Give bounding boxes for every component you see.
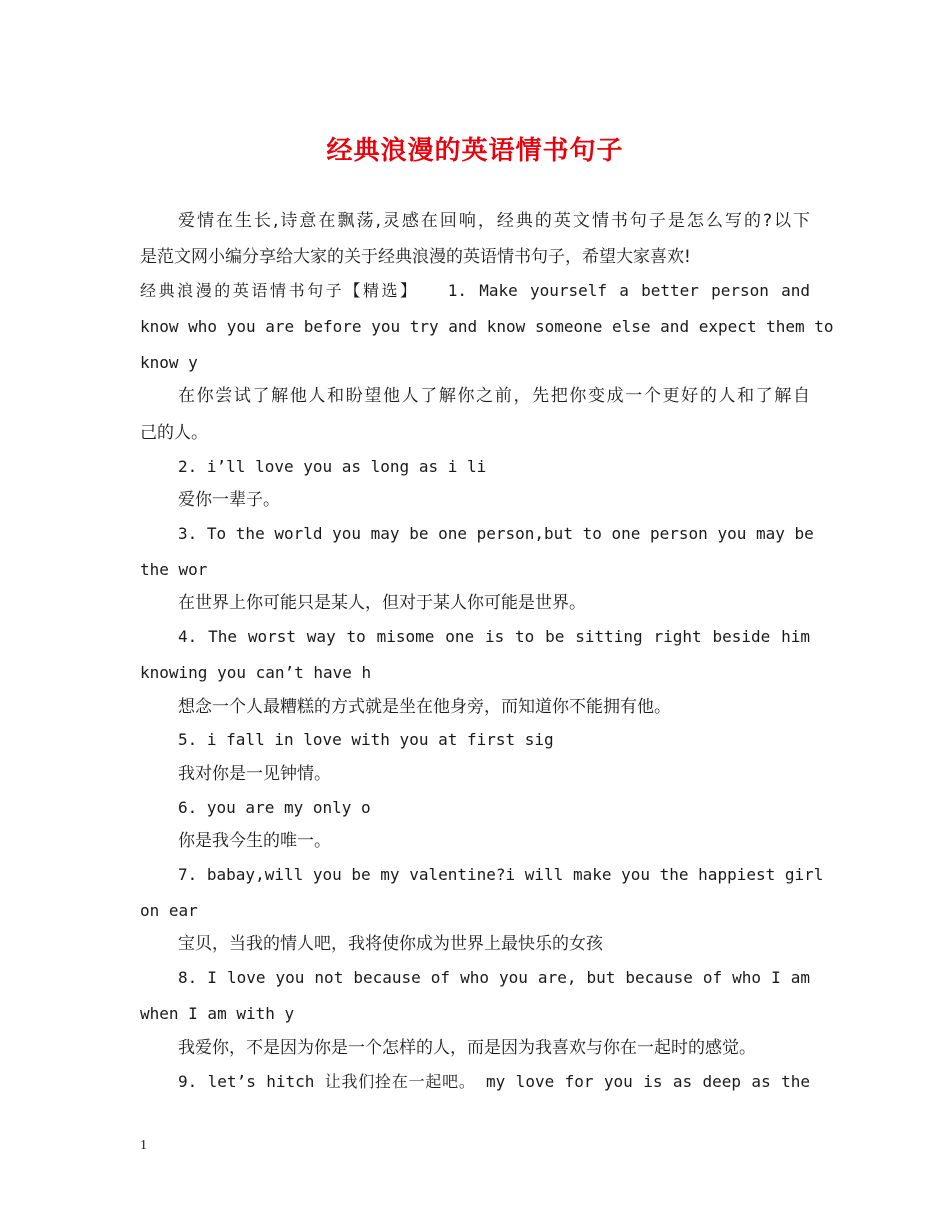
item-1-cn-line-1: 在你尝试了解他人和盼望他人了解你之前，先把你变成一个更好的人和了解自: [178, 386, 810, 406]
item-8-cn: 我爱你，不是因为你是一个怎样的人，而是因为我喜欢与你在一起时的感觉。: [178, 1038, 756, 1058]
item-4-cn: 想念一个人最糟糕的方式就是坐在他身旁，而知道你不能拥有他。: [178, 697, 671, 717]
item-2-cn: 爱你一辈子。: [178, 490, 280, 510]
item-3-en-line-1: 3. To the world you may be one person,but to one person you may be: [178, 524, 814, 543]
item-2-en: 2. i’ll love you as long as i li: [178, 457, 487, 476]
item-3-cn: 在世界上你可能只是某人，但对于某人你可能是世界。: [178, 593, 586, 613]
item-4-en-line-2: knowing you can’t have h: [140, 663, 372, 682]
item-3-en-line-2: the wor: [140, 560, 208, 579]
item-7-cn: 宝贝，当我的情人吧，我将使你成为世界上最快乐的女孩: [178, 934, 603, 954]
item-7-en-line-1: 7. babay,will you be my valentine?i will make you the happiest girl: [178, 865, 824, 884]
item-6-en: 6. you are my only o: [178, 798, 371, 817]
intro-line-2: 是范文网小编分享给大家的关于经典浪漫的英语情书句子，希望大家喜欢!: [140, 247, 691, 267]
item-7-en-line-2: on ear: [140, 901, 198, 920]
intro-line-1: 爱情在生长,诗意在飘荡,灵感在回响，经典的英文情书句子是怎么写的?以下: [178, 211, 810, 231]
item-1-cn-line-2: 己的人。: [140, 423, 208, 443]
item-6-cn: 你是我今生的唯一。: [178, 831, 331, 851]
item-5-cn: 我对你是一见钟情。: [178, 764, 331, 784]
document-title: 经典浪漫的英语情书句子: [326, 136, 624, 166]
item-8-en-line-1: 8. I love you not because of who you are, but because of who I am: [178, 968, 810, 987]
item-5-en: 5. i fall in love with you at first sig: [178, 730, 554, 749]
section-heading-line: 经典浪漫的英语情书句子【精选】 1. Make yourself a better person and: [140, 281, 810, 300]
item-8-en-line-2: when I am with y: [140, 1004, 295, 1023]
item-1-en-line-3: know y: [140, 353, 198, 372]
item-1-en-line-2: know who you are before you try and know someone else and expect them to: [140, 317, 834, 336]
item-9-en-line-1: 9. let’s hitch 让我们拴在一起吧。 my love for you is as deep as the: [178, 1072, 810, 1091]
page-number: 1: [140, 1138, 147, 1153]
item-4-en-line-1: 4. The worst way to misome one is to be sitting right beside him: [178, 627, 810, 646]
